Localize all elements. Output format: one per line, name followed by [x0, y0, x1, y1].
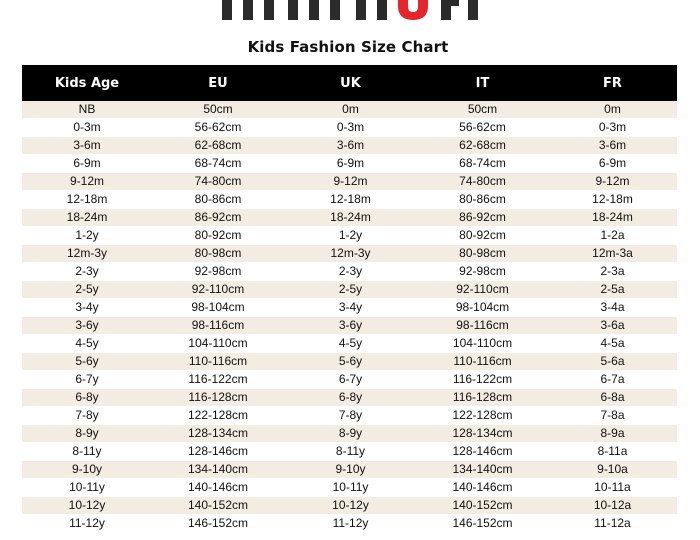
table-row	[22, 119, 677, 137]
cell-uk: 6-7y	[284, 371, 417, 389]
cell-kids-age: 4-5y	[22, 335, 152, 353]
cell-uk: 2-3y	[284, 263, 417, 281]
cell-fr: 2-3a	[548, 263, 677, 281]
cell-uk: 6-9m	[284, 155, 417, 173]
cell-kids-age: 9-10y	[22, 461, 152, 479]
cell-fr: 3-4a	[548, 299, 677, 317]
cell-fr: 10-11a	[548, 479, 677, 497]
cell-fr: 12-18m	[548, 191, 677, 209]
table-row	[22, 479, 677, 497]
cell-it: 104-110cm	[417, 335, 548, 353]
cell-it: 86-92cm	[417, 209, 548, 227]
cell-kids-age: 2-3y	[22, 263, 152, 281]
cell-eu: 116-128cm	[152, 389, 284, 407]
cell-uk: 1-2y	[284, 227, 417, 245]
cell-uk: 2-5y	[284, 281, 417, 299]
cell-eu: 80-98cm	[152, 245, 284, 263]
table-row	[22, 317, 677, 335]
table-row	[22, 407, 677, 425]
cell-uk: 9-10y	[284, 461, 417, 479]
cell-it: 80-92cm	[417, 227, 548, 245]
cell-uk: 0-3m	[284, 119, 417, 137]
cell-fr: 11-12a	[548, 515, 677, 533]
cell-eu: 122-128cm	[152, 407, 284, 425]
table-row	[22, 425, 677, 443]
cell-eu: 92-98cm	[152, 263, 284, 281]
cell-uk: 10-11y	[284, 479, 417, 497]
cell-kids-age: 1-2y	[22, 227, 152, 245]
table-row	[22, 137, 677, 155]
cell-eu: 86-92cm	[152, 209, 284, 227]
cell-fr: 12m-3a	[548, 245, 677, 263]
column-header-uk: UK	[284, 65, 417, 101]
cell-fr: 9-10a	[548, 461, 677, 479]
cell-eu: 62-68cm	[152, 137, 284, 155]
cell-uk: 18-24m	[284, 209, 417, 227]
cell-it: 122-128cm	[417, 407, 548, 425]
table-row	[22, 461, 677, 479]
brand-logo	[0, 0, 700, 24]
table-row	[22, 353, 677, 371]
table-row	[22, 299, 677, 317]
table-row	[22, 173, 677, 191]
cell-fr: 1-2a	[548, 227, 677, 245]
cell-eu: 92-110cm	[152, 281, 284, 299]
cell-eu: 104-110cm	[152, 335, 284, 353]
cell-kids-age: 3-6y	[22, 317, 152, 335]
cell-eu: 98-104cm	[152, 299, 284, 317]
cell-it: 74-80cm	[417, 173, 548, 191]
cell-it: 56-62cm	[417, 119, 548, 137]
column-header-eu: EU	[152, 65, 284, 101]
cell-it: 80-86cm	[417, 191, 548, 209]
cell-fr: 6-7a	[548, 371, 677, 389]
cell-uk: 8-9y	[284, 425, 417, 443]
cell-kids-age: 0-3m	[22, 119, 152, 137]
cell-it: 98-104cm	[417, 299, 548, 317]
cell-kids-age: 10-11y	[22, 479, 152, 497]
cell-it: 140-146cm	[417, 479, 548, 497]
cell-it: 110-116cm	[417, 353, 548, 371]
cell-fr: 6-9m	[548, 155, 677, 173]
cell-kids-age: 12-18m	[22, 191, 152, 209]
table-row	[22, 389, 677, 407]
column-header-it: IT	[417, 65, 548, 101]
cell-it: 128-134cm	[417, 425, 548, 443]
table-row	[22, 155, 677, 173]
cell-fr: 5-6a	[548, 353, 677, 371]
cell-eu: 146-152cm	[152, 515, 284, 533]
cell-kids-age: 8-9y	[22, 425, 152, 443]
cell-eu: 134-140cm	[152, 461, 284, 479]
cell-eu: 80-86cm	[152, 191, 284, 209]
cell-eu: 116-122cm	[152, 371, 284, 389]
cell-it: 146-152cm	[417, 515, 548, 533]
page-title: Kids Fashion Size Chart	[247, 38, 449, 56]
cell-kids-age: 6-8y	[22, 389, 152, 407]
cell-uk: 11-12y	[284, 515, 417, 533]
cell-it: 68-74cm	[417, 155, 548, 173]
cell-uk: 4-5y	[284, 335, 417, 353]
cell-kids-age: 10-12y	[22, 497, 152, 515]
cell-eu: 98-116cm	[152, 317, 284, 335]
cell-kids-age: NB	[22, 101, 152, 119]
cell-it: 92-98cm	[417, 263, 548, 281]
table-row	[22, 443, 677, 461]
cell-kids-age: 11-12y	[22, 515, 152, 533]
column-header-fr: FR	[548, 65, 677, 101]
cell-eu: 80-92cm	[152, 227, 284, 245]
cell-uk: 3-4y	[284, 299, 417, 317]
cell-uk: 3-6m	[284, 137, 417, 155]
cell-uk: 10-12y	[284, 497, 417, 515]
cell-fr: 3-6a	[548, 317, 677, 335]
cell-uk: 3-6y	[284, 317, 417, 335]
cell-fr: 18-24m	[548, 209, 677, 227]
table-row	[22, 371, 677, 389]
cell-it: 128-146cm	[417, 443, 548, 461]
cell-fr: 10-12a	[548, 497, 677, 515]
cell-eu: 50cm	[152, 101, 284, 119]
cell-kids-age: 6-7y	[22, 371, 152, 389]
cell-fr: 9-12m	[548, 173, 677, 191]
cell-eu: 110-116cm	[152, 353, 284, 371]
table-row	[22, 245, 677, 263]
cell-it: 134-140cm	[417, 461, 548, 479]
table-header-row	[22, 65, 677, 101]
cell-uk: 12m-3y	[284, 245, 417, 263]
table-row	[22, 209, 677, 227]
cell-fr: 0m	[548, 101, 677, 119]
cell-kids-age: 6-9m	[22, 155, 152, 173]
cell-fr: 8-11a	[548, 443, 677, 461]
table-row	[22, 335, 677, 353]
cell-kids-age: 7-8y	[22, 407, 152, 425]
cell-kids-age: 5-6y	[22, 353, 152, 371]
cell-uk: 12-18m	[284, 191, 417, 209]
cell-fr: 0-3m	[548, 119, 677, 137]
cell-eu: 68-74cm	[152, 155, 284, 173]
table-row	[22, 191, 677, 209]
cell-uk: 5-6y	[284, 353, 417, 371]
cell-it: 80-98cm	[417, 245, 548, 263]
cell-kids-age: 3-6m	[22, 137, 152, 155]
cell-uk: 9-12m	[284, 173, 417, 191]
cell-kids-age: 3-4y	[22, 299, 152, 317]
cell-fr: 2-5a	[548, 281, 677, 299]
size-table	[22, 65, 677, 533]
table-row	[22, 227, 677, 245]
table-row	[22, 497, 677, 515]
cell-it: 92-110cm	[417, 281, 548, 299]
cell-fr: 6-8a	[548, 389, 677, 407]
table-row	[22, 281, 677, 299]
cell-kids-age: 8-11y	[22, 443, 152, 461]
cell-eu: 74-80cm	[152, 173, 284, 191]
cell-eu: 128-134cm	[152, 425, 284, 443]
table-row	[22, 263, 677, 281]
table-row	[22, 515, 677, 533]
cell-it: 62-68cm	[417, 137, 548, 155]
cell-it: 116-128cm	[417, 389, 548, 407]
cell-kids-age: 2-5y	[22, 281, 152, 299]
cell-kids-age: 12m-3y	[22, 245, 152, 263]
cell-eu: 140-146cm	[152, 479, 284, 497]
cell-it: 116-122cm	[417, 371, 548, 389]
cell-eu: 56-62cm	[152, 119, 284, 137]
cell-eu: 140-152cm	[152, 497, 284, 515]
cell-fr: 8-9a	[548, 425, 677, 443]
cell-it: 50cm	[417, 101, 548, 119]
cell-kids-age: 9-12m	[22, 173, 152, 191]
table-row	[22, 101, 677, 119]
cell-uk: 8-11y	[284, 443, 417, 461]
cell-fr: 4-5a	[548, 335, 677, 353]
cell-fr: 3-6m	[548, 137, 677, 155]
cell-kids-age: 18-24m	[22, 209, 152, 227]
brand-logo-icon	[0, 0, 700, 24]
cell-it: 98-116cm	[417, 317, 548, 335]
cell-uk: 0m	[284, 101, 417, 119]
cell-it: 140-152cm	[417, 497, 548, 515]
cell-uk: 6-8y	[284, 389, 417, 407]
cell-eu: 128-146cm	[152, 443, 284, 461]
column-header-kids-age: Kids Age	[22, 65, 152, 101]
cell-fr: 7-8a	[548, 407, 677, 425]
cell-uk: 7-8y	[284, 407, 417, 425]
